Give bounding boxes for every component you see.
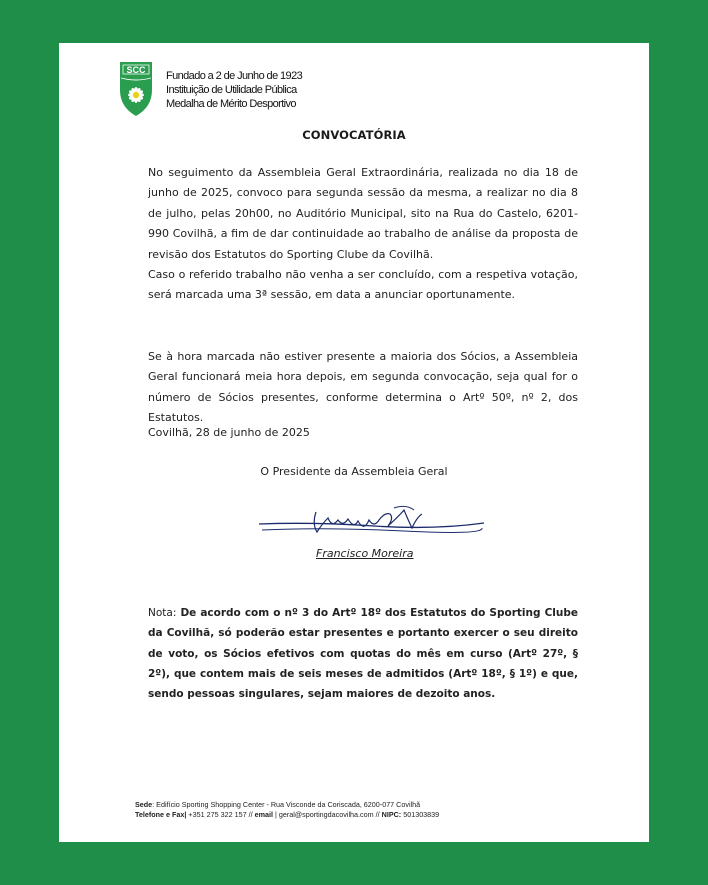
note-label: Nota: [148, 607, 177, 619]
note-block [148, 603, 578, 704]
nipc-value: 501303839 [401, 810, 440, 819]
document-title: CONVOCATÓRIA [302, 128, 406, 142]
paragraph-1: No seguimento da Assembleia Geral Extraordinária, realizada no dia 18 de junho de 2025, convoco para segunda sessão da mesma, a realizar no dia 8 de julho, pelas 20h00, no Auditório Municipal, sito na Rua do Castelo, 6201-990 Covilhã, a fim de dar continuidade ao trabalho de análise da proposta de revisão dos Estatutos do Sporting Clube da Covilhã. [148, 166, 578, 261]
footer [135, 800, 439, 820]
founded-line: Fundado a 2 de Junho de 1923 [166, 70, 303, 82]
phone-label: Telefone e Fax| [135, 810, 187, 819]
paragraph-1b: Caso o referido trabalho não venha a ser concluído, com a respetiva votação, será marcada uma 3ª sessão, em data a anunciar oportunamente. [148, 268, 578, 302]
paragraph-2: Se à hora marcada não estiver presente a maioria dos Sócios, a Assembleia Geral funcionará meia hora depois, em segunda convocação, seja qual for o número de Sócios presentes, conforme determina o Artº 50º, nº 2, dos Estatutos. [148, 350, 578, 425]
handwritten-signature [254, 502, 489, 542]
phone-value: +351 275 322 157 // [186, 810, 255, 819]
footer-address [135, 800, 439, 810]
institution-line: Instituição de Utilidade Pública [166, 84, 297, 96]
crest-text: SCC [126, 65, 146, 76]
document-page [59, 43, 649, 842]
date-place: Covilhã, 28 de junho de 2025 [148, 426, 310, 439]
club-info [166, 69, 302, 111]
president-title: O Presidente da Assembleia Geral [260, 465, 448, 478]
signer-name: Francisco Moreira [316, 547, 414, 560]
nipc-label: NIPC: [381, 810, 402, 819]
convocation-paragraph [148, 163, 578, 306]
medal-line: Medalha de Mérito Desportivo [166, 98, 296, 110]
note-text: De acordo com o nº 3 do Artº 18º dos Estatutos do Sporting Clube da Covilhã, só poderão estar presentes e portanto exercer o seu direito de voto, os Sócios efetivos com quotas do mês em curso (Artº 27º, § 2º), que contem mais de seis meses de admitidos (Artº 18º, § 1º) e que, sendo pessoas singulares, sejam maiores de dezoito anos. [148, 607, 578, 701]
email-label: email [254, 810, 273, 819]
email-value: | geral@sportingdacovilha.com // [272, 810, 382, 819]
footer-contacts [135, 810, 439, 820]
sede-label: Sede [135, 800, 153, 809]
club-crest-logo [118, 60, 154, 118]
sede-value: : Edifício Sporting Shopping Center - Rua Visconde da Coriscada, 6200-077 Covilhã [152, 800, 421, 809]
